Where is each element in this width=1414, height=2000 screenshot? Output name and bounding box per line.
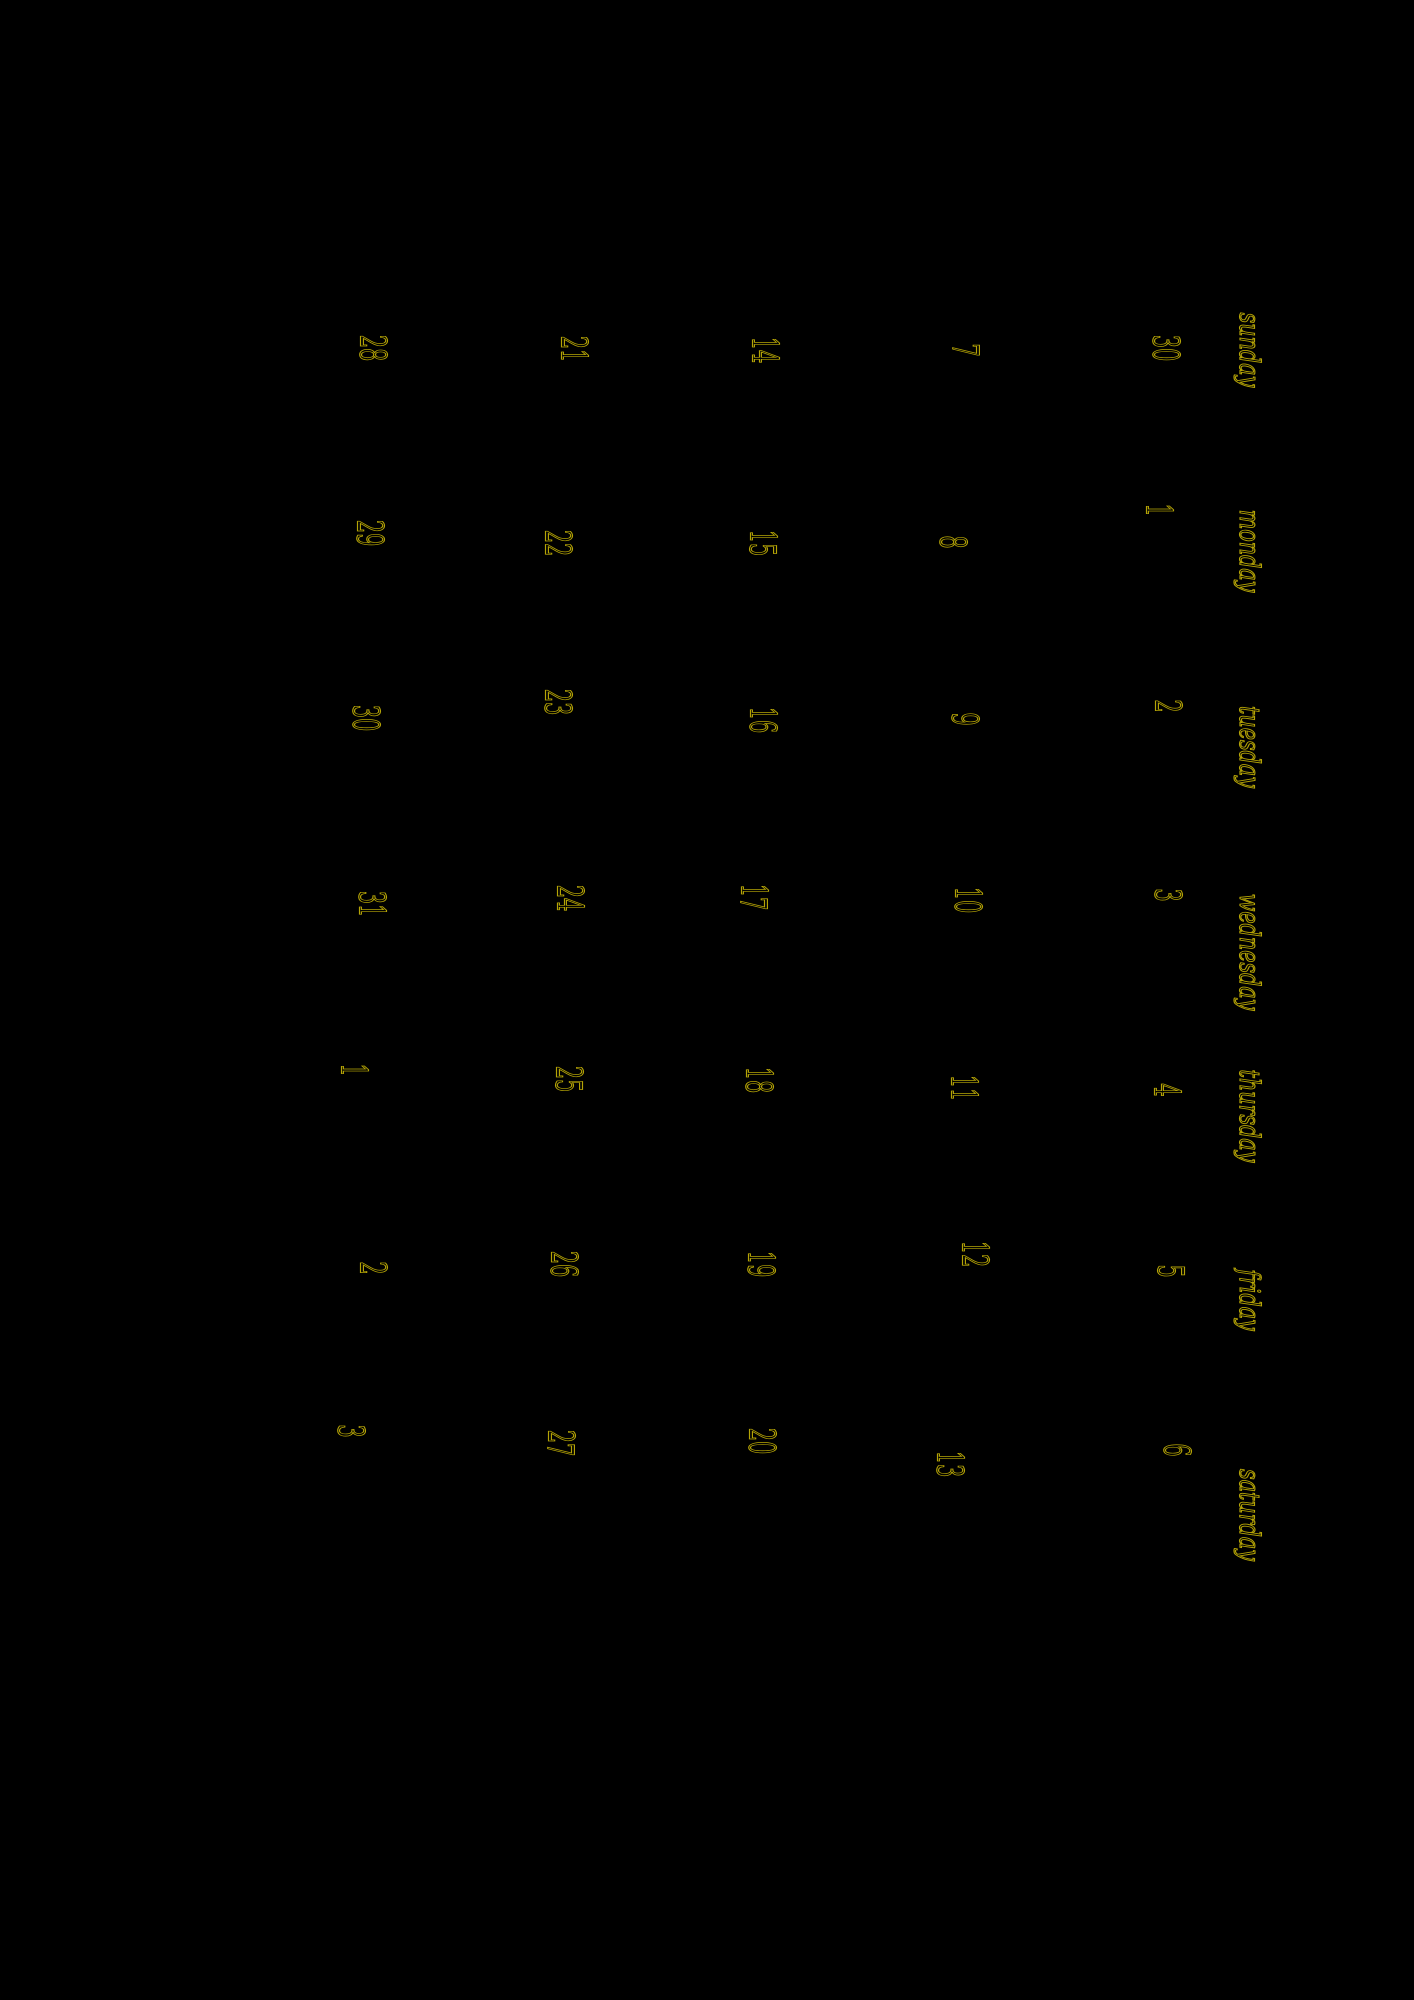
- date-cell-week2-saturday: 13: [928, 1450, 969, 1478]
- date-cell-week5-sunday: 28: [351, 334, 392, 362]
- date-cell-week2-monday: 8: [931, 535, 972, 549]
- date-cell-week5-saturday: 3: [329, 1424, 370, 1438]
- date-cell-week4-sunday: 21: [552, 335, 593, 363]
- date-cell-week4-tuesday: 23: [536, 688, 577, 716]
- date-cell-week1-monday: 1: [1137, 503, 1178, 517]
- date-cell-week2-friday: 12: [953, 1240, 994, 1268]
- date-cell-week5-friday: 2: [351, 1261, 392, 1275]
- day-header-monday: monday: [1233, 509, 1266, 593]
- date-cell-week2-sunday: 7: [944, 343, 985, 357]
- date-cell-week1-sunday: 30: [1144, 334, 1185, 362]
- day-header-sunday: sunday: [1233, 312, 1266, 388]
- date-cell-week2-wednesday: 10: [946, 886, 987, 914]
- date-cell-week5-wednesday: 31: [350, 890, 391, 918]
- date-cell-week3-saturday: 20: [740, 1427, 781, 1455]
- date-cell-week3-wednesday: 17: [732, 883, 773, 911]
- date-cell-week1-friday: 5: [1149, 1264, 1190, 1278]
- date-cell-week3-monday: 15: [741, 529, 782, 557]
- day-header-saturday: saturday: [1233, 1469, 1266, 1561]
- date-cell-week4-monday: 22: [536, 529, 577, 557]
- date-cell-week1-thursday: 4: [1145, 1083, 1186, 1097]
- date-cell-week3-sunday: 14: [743, 336, 784, 364]
- date-cell-week3-thursday: 18: [737, 1066, 778, 1094]
- date-cell-week2-thursday: 11: [942, 1074, 983, 1102]
- date-cell-week3-friday: 19: [739, 1250, 780, 1278]
- date-cell-week1-saturday: 6: [1155, 1443, 1196, 1457]
- date-cell-week5-thursday: 1: [332, 1063, 373, 1077]
- day-header-wednesday: wednesday: [1233, 893, 1266, 1011]
- date-cell-week1-wednesday: 3: [1146, 888, 1187, 902]
- date-cell-week4-wednesday: 24: [548, 884, 589, 912]
- date-cell-week5-tuesday: 30: [344, 704, 385, 732]
- date-cell-week5-monday: 29: [348, 519, 389, 547]
- date-cell-week1-tuesday: 2: [1146, 699, 1187, 713]
- date-cell-week3-tuesday: 16: [741, 706, 782, 734]
- date-cell-week4-thursday: 25: [547, 1065, 588, 1093]
- date-cell-week2-tuesday: 9: [943, 712, 984, 726]
- date-cell-week4-saturday: 27: [539, 1429, 580, 1457]
- day-header-friday: friday: [1233, 1269, 1266, 1331]
- date-cell-week4-friday: 26: [542, 1250, 583, 1278]
- day-header-thursday: thursday: [1233, 1069, 1266, 1163]
- day-header-tuesday: tuesday: [1233, 706, 1266, 788]
